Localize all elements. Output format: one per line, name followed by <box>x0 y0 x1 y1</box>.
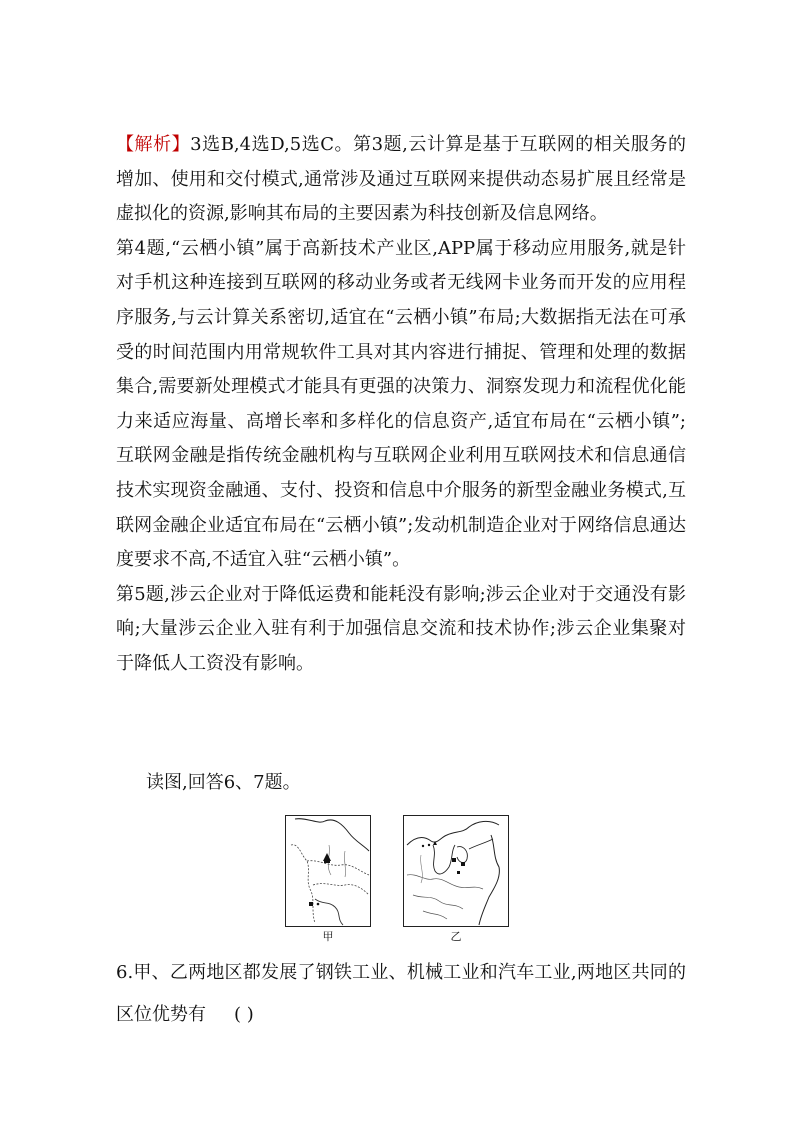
question-prompt: 读图,回答6、7题。 <box>146 772 301 793</box>
city-marker-icon <box>457 871 460 874</box>
map-yi <box>403 815 509 945</box>
question-6-text: 6.甲、乙两地区都发展了钢铁工业、机械工业和汽车工业,两地区共同的区位优势有 <box>116 962 686 1025</box>
analysis-line-2: 第4题,“云栖小镇”属于高新技术产业区,APP属于移动应用服务,就是针对手机这种连接到互联网的移动业务或者无线网卡业务而开发的应用程序服务,与云计算关系密切,适宜在“云栖小镇”布局;大数据指无法在可承受的时间范围内用常规软件工具对其内容进行捕捉、管理和处理的数据集合,需要新处理模式才能具有更强的决策力、洞察发现力和流程优化能力来适应海量、高增长率和多样化的信息资产,适宜布局在“云栖小镇”;互联网金融是指传统金融机构与互联网企业利用互联网技术和信息通信技术实现资金融通、支付、投资和信息中介服务的新型金融业务模式,互联网金融企业适宜布局在“云栖小镇”;发动机制造企业对于网络信息通达度要求不高,不适宜入驻“云栖小镇”。 <box>116 237 686 571</box>
city-marker-icon <box>309 902 313 906</box>
map-jia <box>285 815 371 945</box>
map-jia-drawing <box>285 815 371 927</box>
answer-blank[interactable]: ( ) <box>234 1004 254 1025</box>
analysis-paragraph <box>116 128 686 682</box>
map-jia-label: 甲 <box>322 930 334 943</box>
city-marker-icon <box>452 858 456 862</box>
city-marker-icon <box>461 862 465 866</box>
map-yi-label: 乙 <box>450 930 462 943</box>
analysis-line-1 <box>116 128 686 232</box>
analysis-line-3: 第5题,涉云企业对于降低运费和能耗没有影响;涉云企业对于交通没有影响;大量涉云企业入驻有利于加强信息交流和技术协作;涉云企业集聚对于降低人工资没有影响。 <box>116 583 686 674</box>
analysis-tag: 【解析】 <box>116 134 191 155</box>
map-yi-drawing <box>403 815 509 927</box>
analysis-text-1: 3选B,4选D,5选C。第3题,云计算是基于互联网的相关服务的增加、使用和交付模式,通常涉及通过互联网来提供动态易扩展且经常是虚拟化的资源,影响其布局的主要因素为科技创新及信息网络。 <box>116 134 687 225</box>
question-6 <box>116 952 686 1036</box>
